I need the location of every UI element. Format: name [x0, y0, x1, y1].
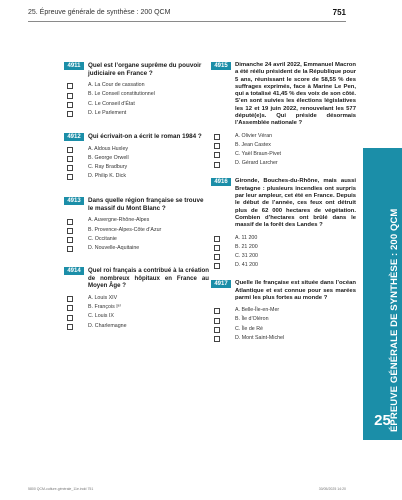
- option[interactable]: [64, 90, 209, 99]
- question-number: 4912: [64, 133, 84, 141]
- option-label: C. Île de Ré: [235, 325, 263, 332]
- option[interactable]: [64, 109, 209, 118]
- option-label: D. Charlemagne: [88, 322, 127, 329]
- option-label: D. Mont Saint-Michel: [235, 334, 285, 341]
- option[interactable]: [64, 154, 209, 163]
- question-block: [211, 62, 356, 168]
- question-text: Gironde, Bouches-du-Rhône, mais aussi Bretagne : plusieurs incendies ont surpris par leur ampleur, cet été en France. Depuis le début de l’année, ces feux ont détruit plus de 62 000 hectares de végétation. Combien d’hectares ont brûlé dans le massif de la forêt des Landes ?: [235, 178, 356, 229]
- option-label: C. Louis IX: [88, 313, 114, 320]
- checkbox[interactable]: [67, 111, 73, 117]
- checkbox[interactable]: [214, 254, 220, 260]
- checkbox[interactable]: [67, 315, 73, 321]
- checkbox[interactable]: [214, 134, 220, 140]
- option-label: B. 21 200: [235, 243, 258, 250]
- footer-timestamp: 30/05/2025 14:20: [318, 487, 346, 491]
- footer-file: 5800 QCM-culture-générale_11e.indd 751: [28, 487, 94, 491]
- checkbox[interactable]: [67, 156, 73, 162]
- option[interactable]: [211, 234, 356, 243]
- question-text: Dans quelle région française se trouve le massif du Mont Blanc ?: [88, 197, 204, 212]
- option[interactable]: [64, 163, 209, 172]
- option-label: C. 31 200: [235, 252, 258, 259]
- question-header: [64, 197, 209, 212]
- option-label: D. Philip K. Dick: [88, 173, 126, 180]
- option-label: D. Nouvelle-Aquitaine: [88, 245, 140, 252]
- options-list: [64, 145, 209, 182]
- option[interactable]: [211, 243, 356, 252]
- question-block: [211, 178, 356, 270]
- question-block: [64, 133, 209, 181]
- question-text: Qui écrivait-on a écrit le roman 1984 ?: [88, 132, 202, 140]
- option[interactable]: [64, 226, 209, 235]
- options-list: [64, 81, 209, 118]
- checkbox[interactable]: [67, 219, 73, 225]
- question-header: [64, 62, 209, 77]
- option[interactable]: [64, 312, 209, 321]
- options-list: [211, 132, 356, 169]
- option[interactable]: [211, 141, 356, 150]
- checkbox[interactable]: [214, 327, 220, 333]
- option-label: B. Île d’Oléron: [235, 316, 269, 323]
- option-label: C. Yaël Braun-Pivet: [235, 151, 282, 158]
- option[interactable]: [64, 294, 209, 303]
- checkbox[interactable]: [67, 237, 73, 243]
- option-label: D. Gérard Larcher: [235, 160, 278, 167]
- checkbox[interactable]: [67, 246, 73, 252]
- option[interactable]: [211, 315, 356, 324]
- option[interactable]: [211, 150, 356, 159]
- question-number: 4911: [64, 62, 84, 70]
- question-text: Quel roi français a contribué à la création de nombreux hôpitaux en France au Moyen Âge ?: [88, 267, 209, 290]
- chapter-side-tab: [363, 0, 402, 500]
- header-title: 25. Épreuve générale de synthèse : 200 QCM: [28, 9, 171, 16]
- question-header: [211, 280, 356, 302]
- option[interactable]: [211, 159, 356, 168]
- options-list: [64, 216, 209, 253]
- question-text: Quel est l’organe suprême du pouvoir judiciaire en France ?: [88, 62, 202, 77]
- option-label: A. Louis XIV: [88, 295, 118, 301]
- question-header: [211, 62, 356, 128]
- left-column: [64, 62, 209, 335]
- option[interactable]: [211, 252, 356, 261]
- checkbox[interactable]: [214, 245, 220, 251]
- option[interactable]: [211, 132, 356, 141]
- option-label: A. Auvergne-Rhône-Alpes: [88, 217, 150, 224]
- option-label: C. Le Conseil d’État: [88, 100, 135, 107]
- option-label: B. Provence-Alpes-Côte d’Azur: [88, 226, 162, 233]
- page-number: 751: [332, 8, 346, 17]
- right-column: [211, 62, 356, 347]
- options-list: [211, 306, 356, 343]
- checkbox[interactable]: [214, 162, 220, 168]
- option-label: D. Le Parlement: [88, 109, 127, 116]
- question-block: [64, 197, 209, 253]
- question-number: 4913: [64, 197, 84, 205]
- option[interactable]: [64, 145, 209, 154]
- checkbox[interactable]: [67, 147, 73, 153]
- option-label: B. Jean Castex: [235, 141, 271, 148]
- question-block: [64, 267, 209, 331]
- checkbox[interactable]: [67, 174, 73, 180]
- option[interactable]: [211, 306, 356, 315]
- option-label: A. Belle-Île-en-Mer: [235, 307, 280, 314]
- checkbox[interactable]: [214, 152, 220, 158]
- checkbox[interactable]: [67, 324, 73, 330]
- question-number: 4914: [64, 267, 84, 275]
- option[interactable]: [211, 261, 356, 270]
- option-label: B. George Orwell: [88, 154, 129, 161]
- page-header: [28, 9, 346, 19]
- question-number: 4916: [211, 178, 231, 186]
- option[interactable]: [64, 81, 209, 90]
- question-text: Quelle île française est située dans l’océan Atlantique et est connue pour ses marées parmi les plus fortes au monde ?: [235, 280, 356, 301]
- checkbox[interactable]: [214, 318, 220, 324]
- option-label: A. Aldous Huxley: [88, 145, 129, 152]
- question-header: [211, 178, 356, 229]
- option[interactable]: [64, 100, 209, 109]
- checkbox[interactable]: [214, 236, 220, 242]
- checkbox[interactable]: [214, 308, 220, 314]
- checkbox[interactable]: [67, 305, 73, 311]
- option-label: D. 41 200: [235, 262, 258, 269]
- side-tab-label: ÉPREUVE GÉNÉRALE DE SYNTHÈSE : 200 QCM: [389, 208, 400, 432]
- header-rule: [28, 21, 346, 22]
- question-header: [64, 267, 209, 290]
- option-label: C. Ray Bradbury: [88, 163, 128, 170]
- question-header: [64, 133, 209, 141]
- checkbox[interactable]: [214, 143, 220, 149]
- checkbox[interactable]: [67, 228, 73, 234]
- checkbox[interactable]: [214, 263, 220, 269]
- checkbox[interactable]: [67, 93, 73, 99]
- option[interactable]: [211, 334, 356, 343]
- checkbox[interactable]: [214, 336, 220, 342]
- option[interactable]: [64, 303, 209, 312]
- option[interactable]: [64, 244, 209, 253]
- option[interactable]: [64, 235, 209, 244]
- options-list: [211, 234, 356, 271]
- option[interactable]: [64, 322, 209, 331]
- chapter-number: 25: [374, 412, 391, 429]
- question-block: [211, 280, 356, 343]
- option-label: B. François Iᵉʳ: [88, 304, 121, 311]
- option-label: A. Olivier Véran: [235, 132, 273, 139]
- checkbox[interactable]: [67, 296, 73, 302]
- option-label: A. 11 200: [235, 234, 258, 241]
- option[interactable]: [64, 216, 209, 225]
- option-label: B. Le Conseil constitutionnel: [88, 91, 155, 98]
- question-number: 4917: [211, 280, 231, 288]
- option-label: A. La Cour de cassation: [88, 82, 145, 89]
- question-block: [64, 62, 209, 118]
- checkbox[interactable]: [67, 165, 73, 171]
- checkbox[interactable]: [67, 83, 73, 89]
- checkbox[interactable]: [67, 102, 73, 108]
- option[interactable]: [64, 172, 209, 181]
- question-number: 4915: [211, 62, 231, 70]
- question-text: Dimanche 24 avril 2022, Emmanuel Macron a été réélu président de la République pour 5 ans, réunissant le score de 58,55 % des suffrages exprimés, face à Marine Le Pen, qui a totalisé 41,45 % des voix de son côté. S’en sont suivies les élections législatives les 12 et 19 juin 2022, renouvelant les 577 député(e)s. Qui préside désormais l’Assemblée nationale ?: [235, 62, 356, 127]
- options-list: [64, 294, 209, 331]
- option-label: C. Occitanie: [88, 235, 117, 242]
- option[interactable]: [211, 325, 356, 334]
